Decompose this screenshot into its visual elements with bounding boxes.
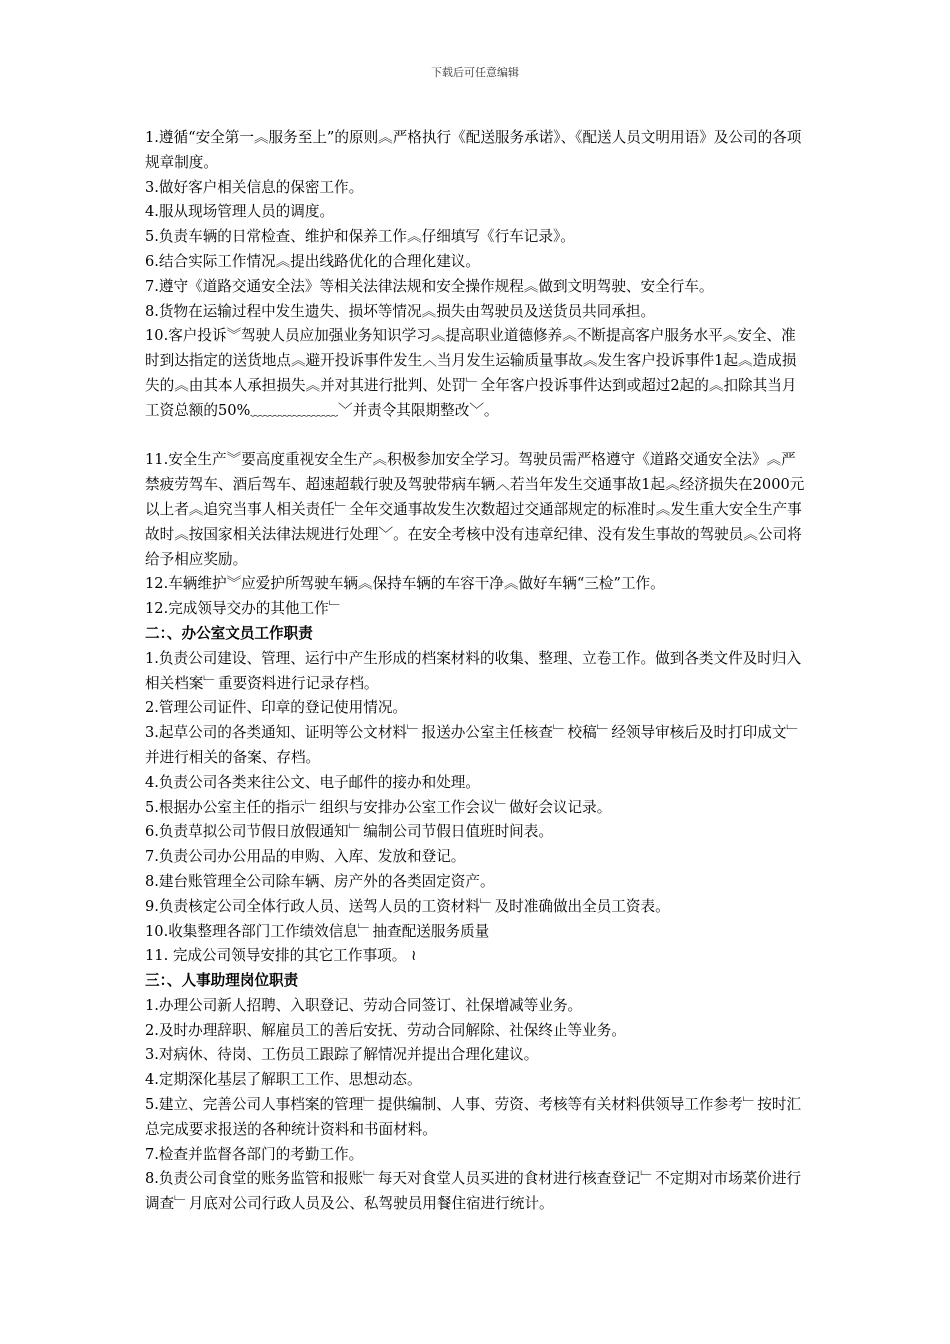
paragraph: 1.遵循“安全第一︽服务至上”的原则︽严格执行《配送服务承诺》、《配送人员文明用语》及公司的各项规章制度。 <box>145 129 802 171</box>
paragraph: 6.负责草拟公司节假日放假通知﹂编制公司节假日值班时间表。 <box>145 823 553 841</box>
paragraph: 8.货物在运输过程中发生遗失、损坏等情况︽损失由驾驶员及送货员共同承担。 <box>145 302 656 320</box>
paragraph: 4.服从现场管理人员的调度。 <box>145 203 335 221</box>
paragraph: 7.负责公司办公用品的申购、入库、发放和登记。 <box>145 848 466 866</box>
section-heading: 二：、办公室文员工作职责 <box>145 624 313 642</box>
section-heading: 三：、人事助理岗位职责 <box>145 972 299 990</box>
paragraph: 12.车辆维护︾应爱护所驾驶车辆︽保持车辆的车容干净︽做好车辆“三检”工作。 <box>145 575 665 593</box>
paragraph: 7.检查并监督各部门的考勤工作。 <box>145 1145 364 1163</box>
paragraph: 8.建台账管理全公司除车辆、房产外的各类固定资产。 <box>145 872 495 890</box>
paragraph: 5.根据办公室主任的指示﹂组织与安排办公室工作会议﹂做好会议记录。 <box>145 798 612 816</box>
paragraph: 11. 完成公司领导安排的其它工作事项。 ≀ <box>145 947 417 965</box>
paragraph: 11.安全生产︾要高度重视安全生产︽积极参加安全学习。驾驶员需严格遵守《道路交通安全法》︽严禁疲劳驾车、酒后驾车、超速超载行驶及驾驶带病车辆︿若当年发生交通事故1起︽经济损失在2000元以上者︽追究当事人相关责任﹂全年交通事故发生次数超过交通部规定的标准时︽发生重大安全生产事故时︽按国家相关法律法规进行处理﹀。在安全考核中没有违章纪律、没有发生事故的驾驶员︽公司将给予相应奖励。 <box>145 451 805 568</box>
paragraph: 7.遵守《道路交通安全法》等相关法律法规和安全操作规程︽做到文明驾驶、安全行车。 <box>145 277 714 295</box>
paragraph: 10.客户投诉︾驾驶人员应加强业务知识学习︽提高职业道德修养︽不断提高客户服务水平︽安全、准时到达指定的送货地点︽避开投诉事件发生︿当月发生运输质量事故︽发生客户投诉事件1起︽造成损失的︽由其本人承担损失︽并对其进行批判、处罚﹂全年客户投诉事件达到或超过2起的︽扣除其当月工资总额的50%﹏﹏﹏﹏﹏﹏﹀并责令其限期整改﹀。 <box>145 327 797 419</box>
paragraph: 12.完成领导交办的其他工作﹂ <box>145 600 344 618</box>
paragraph: 1.办理公司新人招聘、入职登记、劳动合同签订、社保增减等业务。 <box>145 996 583 1014</box>
paragraph: 3.起草公司的各类通知、证明等公文材料﹂报送办公室主任核查﹂校稿﹂经领导审核后及时打印成文﹂并进行相关的备案、存档。 <box>145 724 802 766</box>
paragraph: 5.负责车辆的日常检查、维护和保养工作︽仔细填写《行车记录》。 <box>145 228 575 246</box>
paragraph: 4.负责公司各类来往公文、电子邮件的接办和处理。 <box>145 773 480 791</box>
paragraph: 5.建立、完善公司人事档案的管理﹂提供编制、人事、劳资、考核等有关材料供领导工作参考﹂按时汇总完成要求报送的各种统计资料和书面材料。 <box>145 1096 802 1138</box>
paragraph: 1.负责公司建设、管理、运行中产生形成的档案材料的收集、整理、立卷工作。做到各类文件及时归入相关档案﹂重要资料进行记录存档。 <box>145 649 802 692</box>
paragraph: 2.及时办理辞职、解雇员工的善后安抚、劳动合同解除、社保终止等业务。 <box>145 1021 626 1039</box>
paragraph: 3.对病休、待岗、工伤员工跟踪了解情况并提出合理化建议。 <box>145 1046 539 1064</box>
blank-line <box>145 424 810 449</box>
paragraph: 2.管理公司证件、印章的登记使用情况。 <box>145 699 408 717</box>
paragraph: 9.负责核定公司全体行政人员、送驾人员的工资材料﹂及时准确做出全员工资表。 <box>145 897 670 915</box>
paragraph: 3.做好客户相关信息的保密工作。 <box>145 178 364 196</box>
document-body <box>145 126 810 1217</box>
paragraph: 6.结合实际工作情况︽提出线路优化的合理化建议。 <box>145 252 480 270</box>
paragraph: 4.定期深化基层了解职工工作、思想动态。 <box>145 1071 422 1089</box>
paragraph: 10.收集整理各部门工作绩效信息﹂抽查配送服务质量 <box>145 922 490 940</box>
page-header: 下载后可任意编辑 <box>431 66 519 79</box>
paragraph: 8.负责公司食堂的账务监管和报账﹂每天对食堂人员买进的食材进行核查登记﹂不定期对市场菜价进行调查﹂月底对公司行政人员及公、私驾驶员用餐住宿进行统计。 <box>145 1170 802 1213</box>
